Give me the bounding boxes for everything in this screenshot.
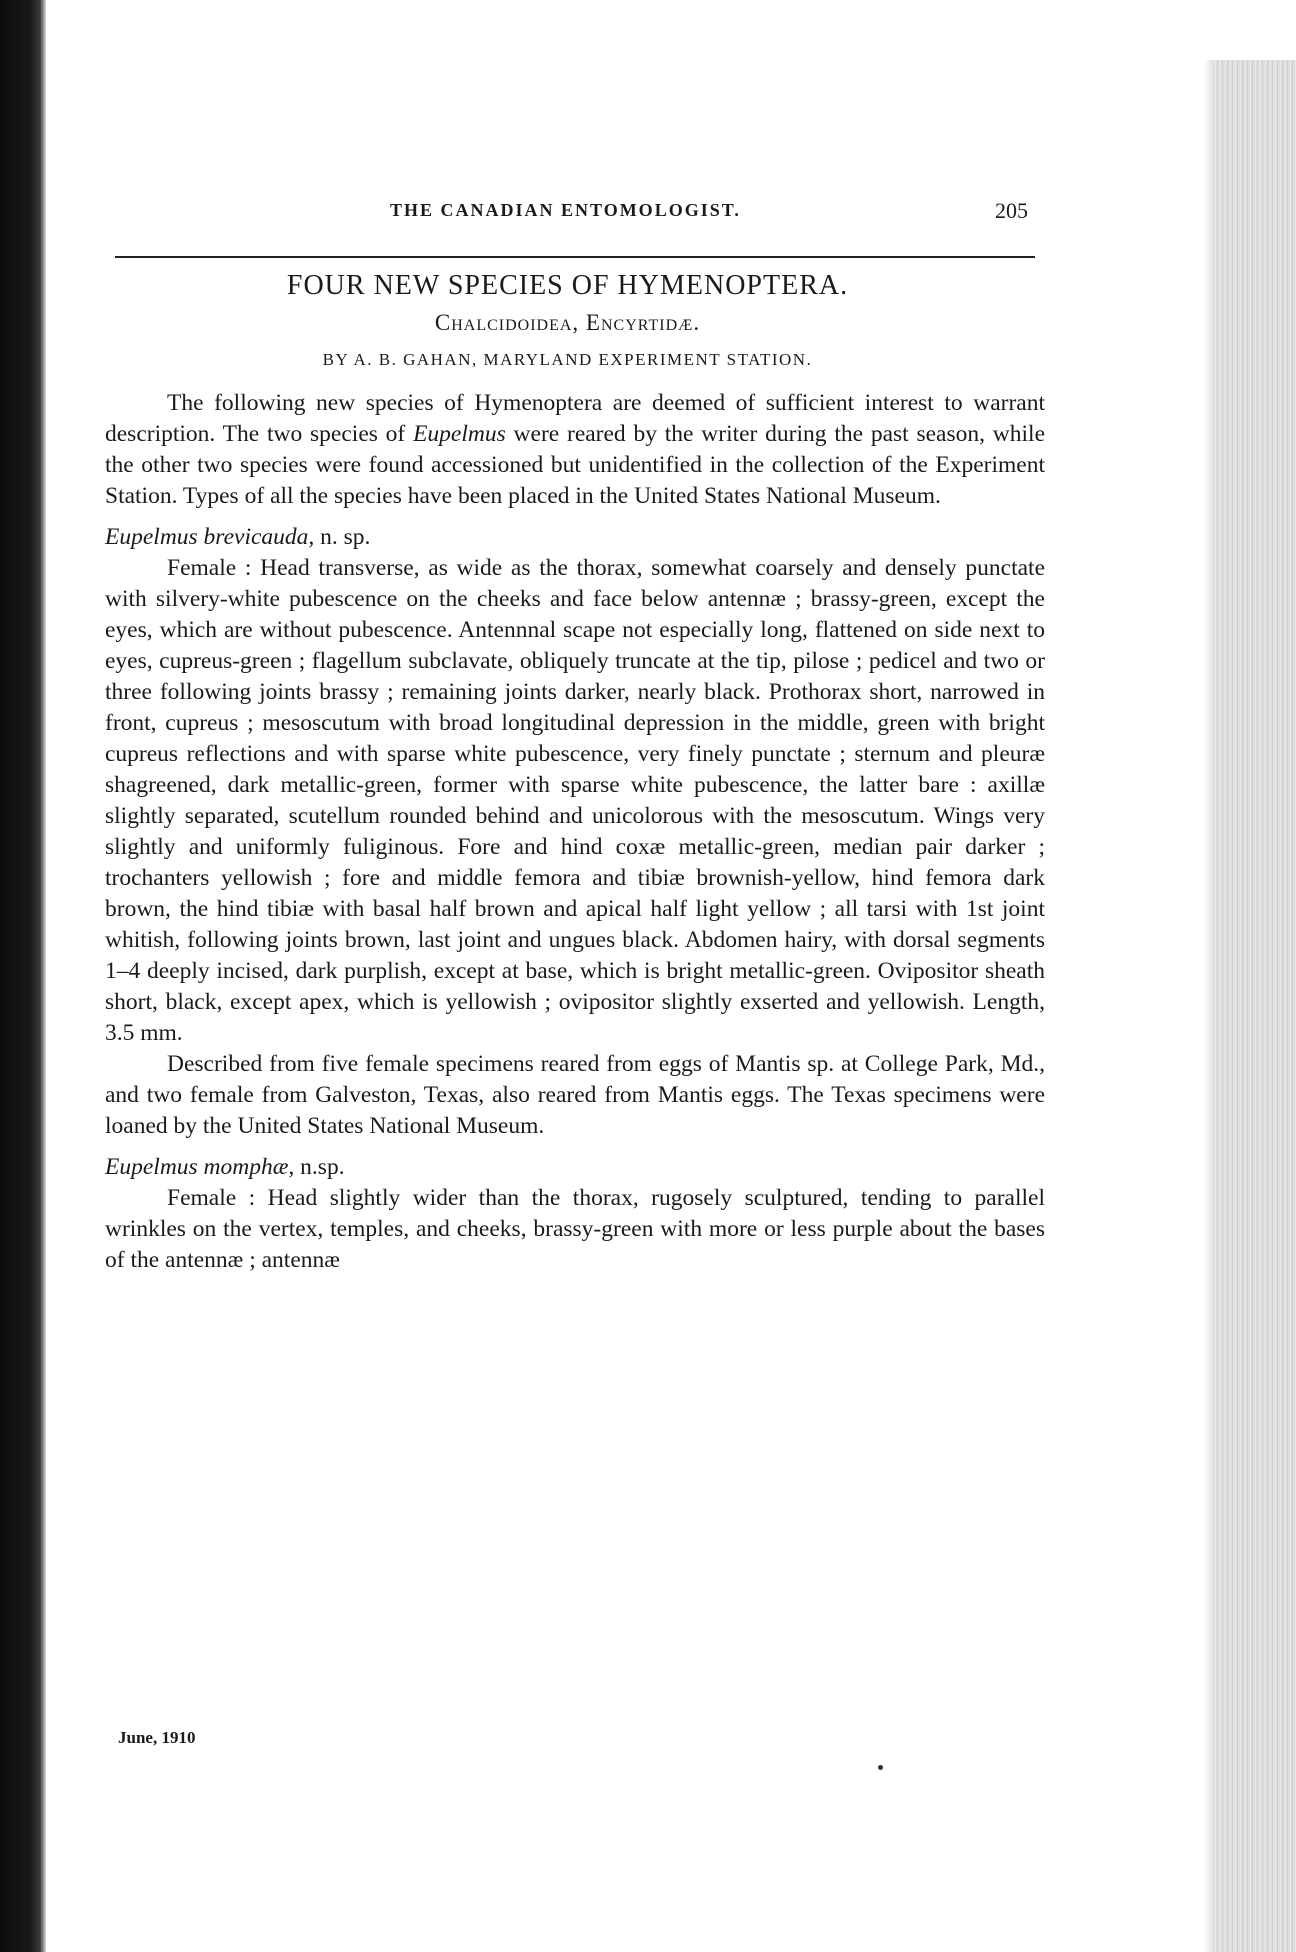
article-subtitle: Chalcidoidea, Encyrtidæ.	[434, 310, 701, 335]
species-1-name: Eupelmus brevicauda,	[105, 524, 315, 550]
book-page	[90, 190, 1046, 1273]
intro-genus-name: Eupelmus	[413, 421, 506, 447]
journal-title: THE CANADIAN ENTOMOLOGIST.	[390, 200, 741, 220]
species-1-suffix: n. sp.	[314, 524, 371, 550]
page-curl-shadow	[1204, 60, 1214, 1952]
species-1-description: Female : Head transverse, as wide as the thorax, somewhat coarsely and densely punctate with silvery-white pubescence on the cheeks and face below antennæ ; brassy-green, except the eyes, which are without pubescence. Antennnal scape not especially long, flattened on side next to eyes, cupreus-green ; flagellum subclavate, obliquely truncate at the tip, pilose ; pedicel and two or three following joints brassy ; remaining joints darker, nearly black. Prothorax short, narrowed in front, cupreus ; mesoscutum with broad longitudinal depression in the middle, green with bright cupreus reflections and with sparse white pubescence, very finely punctate ; sternum and pleuræ shagreened, dark metallic-green, former with sparse white pubescence, the latter bare : axillæ slightly separated, scutellum rounded behind and unicolorous with the mesoscutum. Wings very slightly and uniformly fuliginous. Fore and hind coxæ metallic-green, median pair darker ; trochanters yellowish ; fore and middle femora and tibiæ brownish-yellow, hind femora dark brown, the hind tibiæ with basal half brown and apical half light yellow ; all tarsi with 1st joint whitish, following joints brown, last joint and ungues black. Abdomen hairy, with dorsal segments 1–4 deeply incised, dark purplish, except at base, which is bright metallic-green. Ovipositor sheath short, black, except apex, which is yellowish ; ovipositor slightly exserted and yellowish. Length, 3.5 mm.	[105, 555, 1045, 1046]
issue-date: June, 1910	[118, 1728, 196, 1747]
running-head	[90, 190, 1045, 230]
page-number: 205	[995, 198, 1028, 223]
species-2-name: Eupelmus momphæ,	[105, 1154, 295, 1180]
species-2-description: Female : Head slightly wider than the thorax, rugosely sculptured, tending to parallel wrinkles on the vertex, temples, and cheeks, brassy-green with more or less purple about the bases of the antennæ ; antennæ	[105, 1185, 1045, 1273]
book-binding-shadow	[0, 0, 46, 1952]
intro-paragraph	[105, 388, 1045, 512]
species-1-record: Described from five female specimens reared from eggs of Mantis sp. at College Park, Md., and two female from Galveston, Texas, also reared from Mantis eggs. The Texas specimens were loaned by the United States National Museum.	[105, 1051, 1045, 1139]
intro-text-before: The following new species of Hymenoptera are deemed of sufficient interest to warrant description. The two species of	[105, 390, 1045, 447]
header-rule	[115, 256, 1035, 258]
article-body	[105, 388, 1045, 1276]
article-title: FOUR NEW SPECIES OF HYMENOPTERA.	[286, 270, 849, 301]
article-byline: BY A. B. GAHAN, MARYLAND EXPERIMENT STATION.	[322, 350, 813, 369]
species-heading-2	[105, 1152, 1045, 1183]
page-stack-edge	[1214, 60, 1296, 1952]
species-heading-1	[105, 522, 1045, 553]
print-speck	[878, 1765, 883, 1770]
species-2-suffix: n.sp.	[294, 1154, 345, 1180]
intro-text-after: were reared by the writer during the past season, while the other two species were found accessioned but unidentified in the collection of the Experiment Station. Types of all the species have been placed in the United States National Museum.	[105, 421, 1046, 509]
